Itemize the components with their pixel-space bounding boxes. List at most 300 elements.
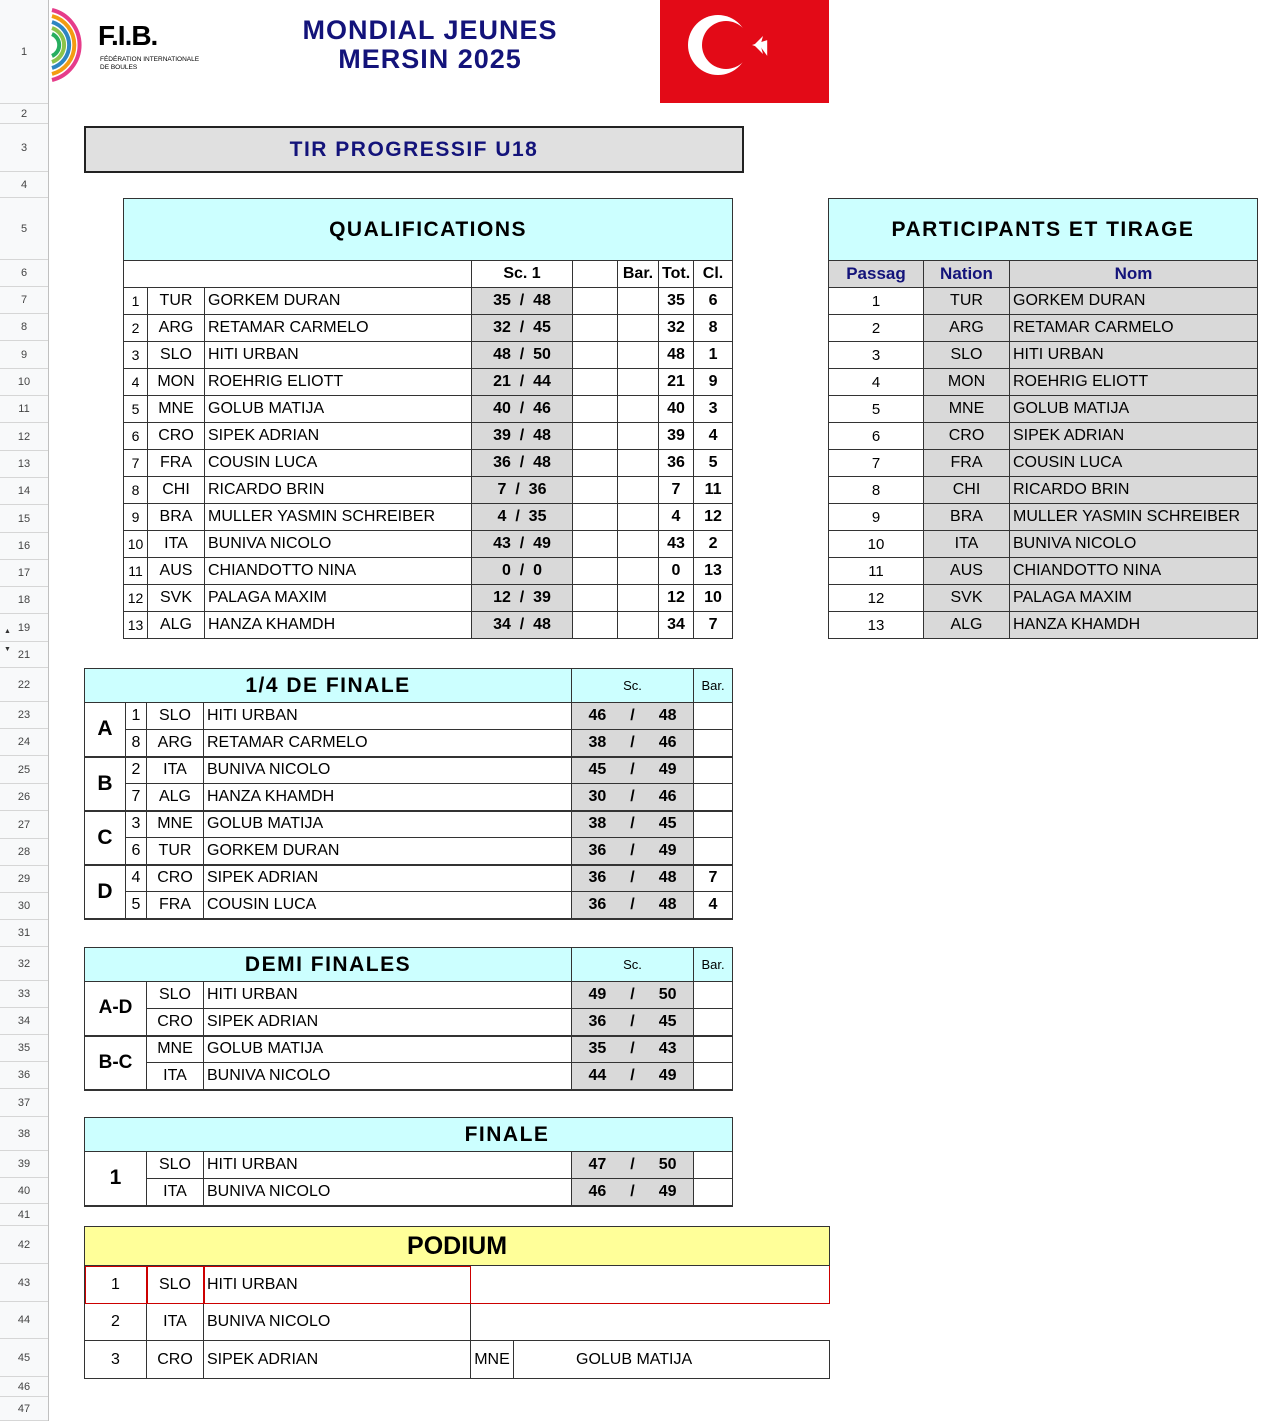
- qual-total: 7: [659, 477, 694, 504]
- final-row: [85, 1152, 733, 1179]
- quarter-score-slash: /: [630, 761, 635, 779]
- podium-title: PODIUM: [85, 1227, 830, 1266]
- row-number[interactable]: 40: [0, 1178, 48, 1204]
- final-score: [572, 1179, 694, 1206]
- final-bar: [694, 1152, 733, 1179]
- qual-player-name: BUNIVA NICOLO: [205, 531, 472, 558]
- row-number[interactable]: 6: [0, 260, 48, 287]
- participant-name: SIPEK ADRIAN: [1010, 423, 1258, 450]
- qual-nation: SLO: [148, 342, 205, 369]
- participants-title: PARTICIPANTS ET TIRAGE: [829, 199, 1258, 261]
- qualifications-table: [123, 198, 733, 639]
- qual-header-bar: Bar.: [618, 261, 659, 288]
- row-number[interactable]: 21: [0, 642, 48, 668]
- qual-score: [472, 585, 573, 612]
- final-player-name: HITI URBAN: [204, 1152, 572, 1179]
- semi-score-slash: /: [630, 1040, 635, 1058]
- final-title: FINALE: [85, 1118, 733, 1152]
- qual-number: 12: [124, 585, 148, 612]
- participant-nation: FRA: [924, 450, 1010, 477]
- qual-score: [472, 558, 573, 585]
- qual-bar: [618, 342, 659, 369]
- row-number[interactable]: 31: [0, 920, 48, 947]
- qual-score-hits: 21: [493, 373, 511, 390]
- participant-passage: 2: [829, 315, 924, 342]
- qual-rank: 2: [694, 531, 733, 558]
- qual-score-attempts: 49: [533, 535, 551, 552]
- semi-row: [85, 1036, 733, 1063]
- qual-number: 7: [124, 450, 148, 477]
- semi-bar: [694, 982, 733, 1009]
- semi-header-bar: Bar.: [694, 948, 733, 982]
- quarter-group-label: D: [85, 865, 126, 919]
- participant-row: [829, 504, 1258, 531]
- row-number[interactable]: 28: [0, 839, 48, 866]
- participant-nation: CRO: [924, 423, 1010, 450]
- semi-score: [572, 1063, 694, 1090]
- row-number[interactable]: 5: [0, 198, 48, 260]
- qual-empty: [573, 396, 618, 423]
- qual-score-hits: 7: [497, 481, 507, 498]
- qual-row: [124, 369, 733, 396]
- row-number[interactable]: 8: [0, 314, 48, 341]
- row-number[interactable]: 23: [0, 702, 48, 729]
- semi-player-name: HITI URBAN: [204, 982, 572, 1009]
- qual-score-hits: 36: [493, 454, 511, 471]
- quarter-bar: [694, 730, 733, 757]
- semi-final-title: DEMI FINALES: [85, 948, 572, 982]
- qual-row: [124, 531, 733, 558]
- podium-nation-2: MNE: [471, 1341, 514, 1379]
- quarter-score-attempts: 48: [658, 869, 677, 887]
- quarter-row: [85, 811, 733, 838]
- quarter-score-hits: 36: [588, 895, 607, 913]
- semi-score-hits: 36: [588, 1012, 607, 1030]
- row-number[interactable]: 37: [0, 1089, 48, 1117]
- qual-nation: ITA: [148, 531, 205, 558]
- quarter-seed: 3: [126, 811, 147, 838]
- row-number[interactable]: 14: [0, 478, 48, 505]
- final-score-hits: 47: [588, 1156, 607, 1173]
- row-number[interactable]: 16: [0, 533, 48, 560]
- participant-nation: ITA: [924, 531, 1010, 558]
- quarter-nation: SLO: [147, 703, 204, 730]
- qual-bar: [618, 558, 659, 585]
- qual-nation: MNE: [148, 396, 205, 423]
- qual-score-slash: /: [510, 454, 534, 471]
- participant-name: RETAMAR CARMELO: [1010, 315, 1258, 342]
- qual-header-blank: [124, 261, 472, 288]
- podium-name: SIPEK ADRIAN: [204, 1341, 471, 1379]
- qual-score-attempts: 48: [533, 454, 551, 471]
- event-title-line2: MERSIN 2025: [338, 44, 522, 74]
- qual-rank: 10: [694, 585, 733, 612]
- row-number[interactable]: 35: [0, 1035, 48, 1062]
- part-header-nation: Nation: [924, 261, 1010, 288]
- participant-nation: MON: [924, 369, 1010, 396]
- semi-bar: [694, 1036, 733, 1063]
- qual-row: [124, 504, 733, 531]
- qual-row: [124, 612, 733, 639]
- fib-logo: [48, 8, 208, 84]
- qual-score-attempts: 48: [533, 427, 551, 444]
- event-title-line1: MONDIAL JEUNES: [302, 15, 558, 45]
- qual-score: [472, 396, 573, 423]
- qual-score: [472, 450, 573, 477]
- row-number[interactable]: 41: [0, 1204, 48, 1226]
- quarter-score-attempts: 48: [658, 707, 677, 724]
- final-score-attempts: 49: [658, 1182, 677, 1200]
- qual-rank: 11: [694, 477, 733, 504]
- quarter-row: [85, 784, 733, 811]
- collapse-down-icon[interactable]: ▼: [4, 646, 11, 653]
- qual-score: [472, 477, 573, 504]
- quarter-row: [85, 757, 733, 784]
- participant-passage: 3: [829, 342, 924, 369]
- quarter-bar: 7: [694, 865, 733, 892]
- row-number[interactable]: 17: [0, 560, 48, 587]
- row-number[interactable]: 22: [0, 668, 48, 702]
- row-number[interactable]: 39: [0, 1151, 48, 1178]
- qual-score: [472, 288, 573, 315]
- participant-nation: SLO: [924, 342, 1010, 369]
- qualifications-title: QUALIFICATIONS: [124, 199, 733, 261]
- podium-empty-cell: [471, 1304, 830, 1341]
- qual-bar: [618, 531, 659, 558]
- row-number[interactable]: 27: [0, 811, 48, 839]
- quarter-score: [572, 811, 694, 838]
- podium-nation: CRO: [147, 1341, 204, 1379]
- row-number[interactable]: 15: [0, 505, 48, 533]
- qual-nation: AUS: [148, 558, 205, 585]
- quarter-bar: [694, 703, 733, 730]
- qual-bar: [618, 369, 659, 396]
- quarter-nation: CRO: [147, 865, 204, 892]
- quarter-bar: [694, 811, 733, 838]
- qual-nation: CHI: [148, 477, 205, 504]
- row-number[interactable]: 12: [0, 423, 48, 451]
- row-number[interactable]: 26: [0, 784, 48, 811]
- qual-bar: [618, 585, 659, 612]
- qual-rank: 7: [694, 612, 733, 639]
- semi-score-attempts: 45: [658, 1012, 677, 1030]
- quarter-score: [572, 892, 694, 919]
- qual-number: 2: [124, 315, 148, 342]
- quarter-final-table: [84, 668, 733, 920]
- row-number[interactable]: 38: [0, 1117, 48, 1151]
- qual-total: 12: [659, 585, 694, 612]
- participant-passage: 1: [829, 288, 924, 315]
- qual-score-slash: /: [510, 616, 534, 633]
- quarter-score-hits: 46: [588, 707, 607, 724]
- participant-name: BUNIVA NICOLO: [1010, 531, 1258, 558]
- qual-score: [472, 504, 573, 531]
- semi-nation: SLO: [147, 982, 204, 1009]
- quarter-score: [572, 838, 694, 865]
- podium-empty-cell: [471, 1266, 830, 1304]
- quarter-row: [85, 703, 733, 730]
- participants-table: [828, 198, 1258, 639]
- qual-score-attempts: 48: [533, 292, 551, 309]
- row-number[interactable]: 32: [0, 947, 48, 981]
- crescent-star-icon: [660, 0, 829, 103]
- quarter-bar: [694, 838, 733, 865]
- final-player-name: BUNIVA NICOLO: [204, 1179, 572, 1206]
- participant-nation: BRA: [924, 504, 1010, 531]
- row-number[interactable]: 3: [0, 124, 48, 172]
- participant-nation: ARG: [924, 315, 1010, 342]
- participant-row: [829, 396, 1258, 423]
- semi-bar: [694, 1063, 733, 1090]
- qual-score-hits: 35: [493, 292, 511, 309]
- row-number[interactable]: 11: [0, 396, 48, 423]
- row-number[interactable]: 30: [0, 893, 48, 920]
- qual-total: 35: [659, 288, 694, 315]
- participant-row: [829, 450, 1258, 477]
- qual-score-slash: /: [510, 589, 534, 606]
- row-number[interactable]: 45: [0, 1339, 48, 1377]
- participant-passage: 6: [829, 423, 924, 450]
- qual-rank: 4: [694, 423, 733, 450]
- row-number[interactable]: 47: [0, 1397, 48, 1421]
- qual-player-name: ROEHRIG ELIOTT: [205, 369, 472, 396]
- qual-empty: [573, 369, 618, 396]
- qual-empty: [573, 504, 618, 531]
- qual-rank: 3: [694, 396, 733, 423]
- quarter-row: [85, 892, 733, 919]
- participant-name: GOLUB MATIJA: [1010, 396, 1258, 423]
- qual-row: [124, 396, 733, 423]
- qual-row: [124, 558, 733, 585]
- row-number[interactable]: 13: [0, 451, 48, 478]
- quarter-seed: 5: [126, 892, 147, 919]
- final-nation: ITA: [147, 1179, 204, 1206]
- participant-passage: 11: [829, 558, 924, 585]
- row-number[interactable]: 42: [0, 1226, 48, 1264]
- quarter-seed: 4: [126, 865, 147, 892]
- semi-nation: MNE: [147, 1036, 204, 1063]
- final-score: [572, 1152, 694, 1179]
- qual-header-sc1: Sc. 1: [472, 261, 573, 288]
- participant-name: MULLER YASMIN SCHREIBER: [1010, 504, 1258, 531]
- row-number[interactable]: 46: [0, 1377, 48, 1397]
- quarter-score-hits: 36: [588, 869, 607, 887]
- row-number[interactable]: 36: [0, 1062, 48, 1089]
- qual-bar: [618, 504, 659, 531]
- quarter-seed: 2: [126, 757, 147, 784]
- qual-nation: TUR: [148, 288, 205, 315]
- quarter-score-slash: /: [630, 733, 635, 751]
- quarter-score-slash: /: [630, 707, 635, 724]
- row-number[interactable]: 24: [0, 729, 48, 756]
- row-number[interactable]: 7: [0, 287, 48, 314]
- semi-group-label: B-C: [85, 1036, 147, 1090]
- participant-nation: TUR: [924, 288, 1010, 315]
- row-number[interactable]: 43: [0, 1264, 48, 1302]
- qual-bar: [618, 315, 659, 342]
- row-header-column: [0, 0, 49, 1421]
- quarter-score: [572, 703, 694, 730]
- participant-nation: CHI: [924, 477, 1010, 504]
- participant-name: RICARDO BRIN: [1010, 477, 1258, 504]
- row-number[interactable]: 25: [0, 756, 48, 784]
- qual-row: [124, 423, 733, 450]
- quarter-player-name: GOLUB MATIJA: [204, 811, 572, 838]
- qual-score-slash: /: [506, 481, 529, 498]
- qual-score-slash: /: [510, 373, 534, 390]
- quarter-score-slash: /: [630, 841, 635, 859]
- qual-total: 39: [659, 423, 694, 450]
- qual-empty: [573, 288, 618, 315]
- logo-sub-2: DE BOULES: [100, 64, 138, 71]
- quarter-score-attempts: 46: [658, 787, 677, 805]
- qual-score-slash: /: [510, 535, 534, 552]
- qual-score-hits: 43: [493, 535, 511, 552]
- qual-bar: [618, 423, 659, 450]
- semi-score-attempts: 43: [658, 1040, 677, 1058]
- qual-nation: BRA: [148, 504, 205, 531]
- row-number[interactable]: 18: [0, 587, 48, 614]
- qual-nation: MON: [148, 369, 205, 396]
- semi-score-hits: 35: [588, 1040, 607, 1058]
- qual-total: 40: [659, 396, 694, 423]
- quarter-bar: [694, 784, 733, 811]
- qual-row: [124, 477, 733, 504]
- semi-player-name: BUNIVA NICOLO: [204, 1063, 572, 1090]
- quarter-nation: FRA: [147, 892, 204, 919]
- qual-bar: [618, 396, 659, 423]
- row-number[interactable]: 9: [0, 341, 48, 369]
- qual-score-hits: 4: [497, 508, 507, 525]
- row-number[interactable]: 44: [0, 1302, 48, 1339]
- participant-name: HITI URBAN: [1010, 342, 1258, 369]
- logo-name: F.I.B.: [98, 20, 158, 51]
- quarter-bar: 4: [694, 892, 733, 919]
- row-number[interactable]: 33: [0, 981, 48, 1008]
- quarter-group-label: B: [85, 757, 126, 811]
- semi-score-slash: /: [630, 1066, 635, 1084]
- quarter-nation: TUR: [147, 838, 204, 865]
- semi-row: [85, 1009, 733, 1036]
- quarter-player-name: COUSIN LUCA: [204, 892, 572, 919]
- row-number[interactable]: 10: [0, 369, 48, 396]
- semi-score-hits: 44: [588, 1066, 607, 1084]
- quarter-score-hits: 30: [588, 787, 607, 805]
- qual-player-name: GOLUB MATIJA: [205, 396, 472, 423]
- qual-score-slash: /: [510, 292, 534, 309]
- qual-bar: [618, 288, 659, 315]
- row-number[interactable]: 4: [0, 172, 48, 198]
- participant-row: [829, 288, 1258, 315]
- podium-nation: SLO: [147, 1266, 204, 1304]
- row-number[interactable]: 34: [0, 1008, 48, 1035]
- qual-rank: 1: [694, 342, 733, 369]
- podium-rank: 2: [85, 1304, 147, 1341]
- quarter-player-name: RETAMAR CARMELO: [204, 730, 572, 757]
- row-number[interactable]: 29: [0, 866, 48, 893]
- participant-name: GORKEM DURAN: [1010, 288, 1258, 315]
- qual-header-tot: Tot.: [659, 261, 694, 288]
- semi-nation: CRO: [147, 1009, 204, 1036]
- qual-number: 13: [124, 612, 148, 639]
- quarter-score-slash: /: [630, 787, 635, 805]
- qual-bar: [618, 450, 659, 477]
- semi-player-name: SIPEK ADRIAN: [204, 1009, 572, 1036]
- quarter-player-name: SIPEK ADRIAN: [204, 865, 572, 892]
- collapse-up-icon[interactable]: ▲: [4, 628, 11, 635]
- qual-bar: [618, 612, 659, 639]
- participant-row: [829, 315, 1258, 342]
- qual-row: [124, 585, 733, 612]
- qual-rank: 6: [694, 288, 733, 315]
- qual-player-name: GORKEM DURAN: [205, 288, 472, 315]
- row-number[interactable]: 2: [0, 104, 48, 124]
- quarter-score-slash: /: [630, 895, 635, 913]
- qual-total: 43: [659, 531, 694, 558]
- final-bar: [694, 1179, 733, 1206]
- qual-nation: ARG: [148, 315, 205, 342]
- final-table: [84, 1117, 733, 1207]
- qual-empty: [573, 558, 618, 585]
- qual-player-name: RETAMAR CARMELO: [205, 315, 472, 342]
- qual-score-attempts: 45: [533, 319, 551, 336]
- qual-total: 34: [659, 612, 694, 639]
- participant-name: PALAGA MAXIM: [1010, 585, 1258, 612]
- quarter-seed: 7: [126, 784, 147, 811]
- final-score-slash: /: [630, 1182, 635, 1200]
- quarter-nation: ITA: [147, 757, 204, 784]
- semi-score: [572, 1009, 694, 1036]
- semi-score-attempts: 50: [658, 986, 677, 1003]
- row-number[interactable]: 1: [0, 0, 48, 104]
- quarter-score-attempts: 49: [658, 761, 677, 779]
- qual-empty: [573, 531, 618, 558]
- participant-passage: 9: [829, 504, 924, 531]
- qual-score-attempts: 50: [533, 346, 551, 363]
- qual-score-attempts: 36: [528, 481, 547, 498]
- participant-passage: 7: [829, 450, 924, 477]
- semi-header-sc: Sc.: [572, 948, 694, 982]
- qual-rank: 8: [694, 315, 733, 342]
- participant-nation: SVK: [924, 585, 1010, 612]
- row-number[interactable]: 19: [0, 614, 48, 642]
- semi-row: [85, 982, 733, 1009]
- qual-player-name: HANZA KHAMDH: [205, 612, 472, 639]
- fib-logo-icon: [48, 8, 92, 84]
- final-row: [85, 1179, 733, 1206]
- section-title: TIR PROGRESSIF U18: [84, 126, 744, 173]
- podium-rank: 3: [85, 1341, 147, 1379]
- qual-score: [472, 342, 573, 369]
- quarter-score: [572, 730, 694, 757]
- qual-header-cl: Cl.: [694, 261, 733, 288]
- qual-score-slash: /: [510, 400, 534, 417]
- semi-row: [85, 1063, 733, 1090]
- quarter-score-attempts: 48: [658, 895, 677, 913]
- participant-row: [829, 612, 1258, 639]
- qual-score-attempts: 35: [528, 508, 547, 525]
- qual-score-hits: 48: [493, 346, 511, 363]
- quarter-score-hits: 45: [588, 761, 607, 779]
- qual-number: 6: [124, 423, 148, 450]
- final-nation: SLO: [147, 1152, 204, 1179]
- qual-score-slash: /: [510, 562, 534, 579]
- qual-score-slash: /: [510, 346, 534, 363]
- quarter-player-name: BUNIVA NICOLO: [204, 757, 572, 784]
- qual-total: 36: [659, 450, 694, 477]
- logo-sub-1: FÉDÉRATION INTERNATIONALE: [100, 56, 200, 63]
- qual-row: [124, 315, 733, 342]
